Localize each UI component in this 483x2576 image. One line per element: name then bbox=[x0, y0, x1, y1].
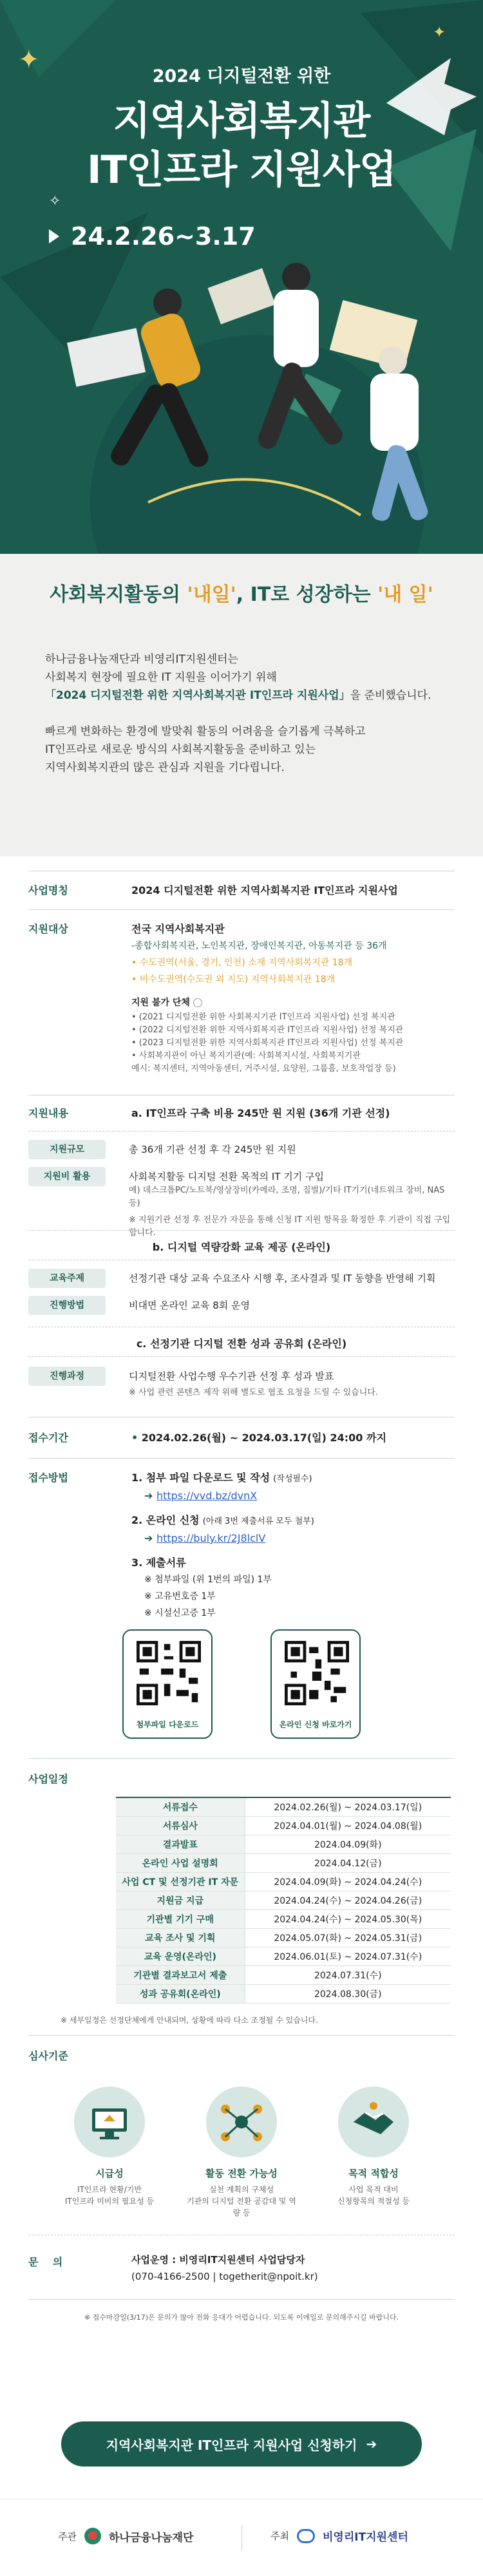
project-value: 2024 디지털전환 위한 지역사회복지관 IT인프라 지원사업 bbox=[131, 884, 398, 896]
intro-line: 을 준비했습니다. bbox=[350, 689, 431, 702]
criteria-title: 목적 적합성 bbox=[348, 2168, 399, 2179]
schedule-note: ※ 세부일정은 선정단체에게 안내되며, 상황에 따라 다소 조정될 수 있습니다. bbox=[61, 2016, 318, 2025]
content-a: a. IT인프라 구축 비용 245만 원 지원 (36개 기관 선정) bbox=[131, 1107, 390, 1119]
info-section bbox=[0, 857, 483, 1938]
step3-item: ※ 시설신고증 1부 bbox=[144, 1608, 216, 1618]
schedule-step: 기관별 기기 구매 bbox=[116, 1909, 245, 1928]
slogan-part2: , IT로 성장하는 bbox=[236, 583, 378, 606]
hero-title bbox=[0, 97, 483, 194]
hana-logo-icon bbox=[84, 2528, 101, 2544]
schedule-row bbox=[116, 1853, 451, 1872]
footer-host-label: 주관 bbox=[58, 2530, 77, 2543]
content-row bbox=[28, 1105, 455, 1124]
slogan-text bbox=[0, 578, 483, 607]
target-title: 전국 지역사회복지관 bbox=[131, 923, 225, 935]
divider bbox=[28, 2035, 455, 2036]
schedule-label: 사업일정 bbox=[28, 1773, 68, 1785]
apply-button-label: 지역사회복지관 IT인프라 지원사업 신청하기 bbox=[106, 2437, 357, 2453]
qr-code-icon bbox=[137, 1641, 201, 1705]
criteria-desc bbox=[184, 2184, 299, 2219]
intro-line: 하나금융나눔재단과 비영리IT지원센터는 bbox=[45, 653, 238, 666]
method-value: 비대면 온라인 교육 8회 운영 bbox=[129, 1300, 251, 1311]
period-value bbox=[131, 1430, 455, 1446]
schedule-row bbox=[116, 1984, 451, 2003]
schedule-step: 서류접수 bbox=[116, 1797, 245, 1816]
target-line: • 비수도권역(수도권 외 지도) 지역사회복지관 18개 bbox=[131, 974, 336, 985]
edu-pill: 교육주제 bbox=[28, 1269, 106, 1288]
schedule-date: 2024.07.31(수) bbox=[245, 1965, 451, 1984]
contact-line: 사업운영 : 비영리IT지원센터 사업담당자 bbox=[131, 2254, 305, 2266]
schedule-row bbox=[116, 1891, 451, 1909]
intro-paragraph-2 bbox=[45, 723, 438, 777]
target-line: • 수도권역(서울, 경기, 인천) 소재 지역사회복지관 18개 bbox=[131, 958, 353, 968]
exclude-title bbox=[131, 994, 455, 1011]
criteria-desc-line: 실천 계획의 구체성 bbox=[209, 2185, 274, 2194]
scale-pill: 지원규모 bbox=[28, 1140, 106, 1159]
schedule-row bbox=[116, 1947, 451, 1965]
criteria-item bbox=[52, 2087, 167, 2207]
criteria-desc-line: IT인프라 현황/기반 bbox=[77, 2185, 142, 2194]
activity-sub: 예) 데스크톱PC/노트북/영상장비(카메라, 조명, 짐벌)/기타 IT기기(네트워크 장비, NAS 등) bbox=[129, 1186, 445, 1208]
target-line: -종합사회복지관, 노인복지관, 장애인복지관, 아동복지관 등 36개 bbox=[131, 941, 387, 951]
divider bbox=[28, 1458, 455, 1459]
divider bbox=[28, 1758, 455, 1759]
schedule-date: 2024.06.01(토) ~ 2024.07.31(수) bbox=[245, 1947, 451, 1965]
step2-title: 2. 온라인 신청 bbox=[131, 1514, 200, 1526]
exclude-line: • (2023 디지털전환 위한 지역사회복지관 IT인프라 지원사업) 선정 복지관 bbox=[131, 1038, 404, 1048]
slogan-highlight-1: '내일' bbox=[187, 583, 236, 606]
contact-note: ※ 접수마감일(3/17)은 문의가 많아 전화 응대가 어렵습니다. 되도록 이메일로 문의해주시길 바랍니다. bbox=[84, 2313, 399, 2322]
intro-line: 빠르게 변화하는 환경에 발맞춰 활동의 어려움을 슬기롭게 극복하고 bbox=[45, 725, 366, 738]
hero-subtitle: 2024 디지털전환 위한 bbox=[152, 66, 331, 86]
intro-line: 지역사회복지관의 많은 관심과 지원을 기다립니다. bbox=[45, 761, 285, 774]
schedule-step: 지원금 지급 bbox=[116, 1891, 245, 1909]
schedule-step: 성과 공유회(온라인) bbox=[116, 1984, 245, 2003]
footer-organizer bbox=[270, 2528, 408, 2544]
scale-value: 총 36개 기관 선정 후 각 245만 원 지원 bbox=[129, 1144, 296, 1155]
arrow-right-icon: ➔ bbox=[144, 1532, 156, 1544]
schedule-step: 기관별 결과보고서 제출 bbox=[116, 1965, 245, 1984]
arrow-right-icon: ➔ bbox=[366, 2436, 377, 2452]
hero-period-text: 24.2.26~3.17 bbox=[71, 222, 256, 251]
footer-organizer-name: 비영리IT지원센터 bbox=[322, 2531, 408, 2544]
criteria-desc bbox=[52, 2184, 167, 2207]
qr-download-caption: 첨부파일 다운로드 bbox=[136, 1720, 199, 1729]
schedule-date: 2024.04.09(화) bbox=[245, 1835, 451, 1853]
project-row bbox=[28, 882, 455, 902]
info-circle-icon bbox=[193, 998, 202, 1007]
target-row bbox=[28, 921, 455, 1088]
schedule-row bbox=[116, 1835, 451, 1853]
contact-email[interactable]: (070-4166-2500 | togetherit@npoit.kr) bbox=[131, 2271, 318, 2282]
schedule-row bbox=[116, 1965, 451, 1984]
qr-code-icon bbox=[285, 1641, 349, 1705]
schedule-row bbox=[116, 1816, 451, 1835]
sparkle-icon: ✦ bbox=[18, 45, 40, 75]
hero-title-line2: IT인프라 지원사업 bbox=[87, 147, 396, 193]
divider bbox=[28, 1356, 455, 1357]
schedule-date: 2024.04.09(화) ~ 2024.04.24(수) bbox=[245, 1872, 451, 1891]
qr-apply-caption: 온라인 신청 바로가기 bbox=[279, 1720, 352, 1729]
schedule-row bbox=[116, 1797, 451, 1816]
share-body bbox=[129, 1368, 455, 1399]
period-label: 접수기간 bbox=[28, 1432, 68, 1444]
intro-program-name: 「2024 디지털전환 위한 지역사회복지관 IT인프라 지원사업」 bbox=[45, 689, 350, 702]
schedule-date: 2024.04.12(금) bbox=[245, 1853, 451, 1872]
apply-method-label: 접수방법 bbox=[28, 1472, 68, 1484]
criteria-desc-line: 사업 목적 대비 bbox=[348, 2185, 399, 2194]
play-triangle-icon bbox=[49, 229, 59, 243]
content-c: c. 선정기관 디지털 전환 성과 공유회 (온라인) bbox=[136, 1338, 347, 1350]
step2-link[interactable]: https://buly.kr/2J8lclV bbox=[156, 1532, 266, 1544]
schedule-row bbox=[116, 1872, 451, 1891]
network-icon bbox=[206, 2087, 277, 2157]
exclude-line: • 사회복지관이 아닌 복지기관(예: 사회복지시설, 사회복지기관 bbox=[131, 1051, 361, 1061]
exclude-line: 예시: 복지센터, 지역아동센터, 거주시설, 요양원, 그룹홈, 보호작업장 등) bbox=[131, 1064, 396, 1074]
arrow-right-icon: ➔ bbox=[144, 1490, 156, 1502]
period-value-text: 2024.02.26(월) ~ 2024.03.17(일) 24:00 까지 bbox=[141, 1432, 386, 1444]
schedule-date: 2024.02.26(월) ~ 2024.03.17(일) bbox=[245, 1797, 451, 1816]
divider bbox=[28, 909, 455, 910]
hero-banner bbox=[0, 0, 483, 554]
intro-paragraph-1 bbox=[45, 650, 438, 705]
content-b: b. 디지털 역량강화 교육 제공 (온라인) bbox=[152, 1241, 331, 1253]
schedule-date: 2024.04.24(수) ~ 2024.05.30(목) bbox=[245, 1909, 451, 1928]
footer-organizer-label: 주최 bbox=[270, 2530, 289, 2542]
apply-method-row bbox=[28, 1470, 455, 1804]
schedule-table bbox=[116, 1797, 451, 2003]
step3-item: ※ 첨부파일 (위 1번의 파일) 1부 bbox=[144, 1575, 272, 1585]
criteria-title: 활동 전환 가능성 bbox=[205, 2168, 278, 2179]
apply-button[interactable] bbox=[61, 2421, 422, 2467]
step1-note: (작성필수) bbox=[273, 1474, 312, 1484]
apply-method-body bbox=[131, 1470, 455, 1622]
qr-card-download[interactable] bbox=[122, 1629, 213, 1739]
content-label: 지원내용 bbox=[28, 1107, 68, 1119]
criteria-desc-line: 기관의 디지털 전환 공감대 및 역량 등 bbox=[187, 2197, 296, 2217]
step1-link[interactable]: https://vvd.bz/dvnX bbox=[156, 1490, 258, 1502]
activity-note: ※ 지원기관 선정 후 전문가 자문을 통해 신청 IT 지원 항목을 확정한 후 기관이 직접 구입합니다. bbox=[129, 1215, 451, 1238]
footer bbox=[0, 2499, 483, 2576]
method-pill: 진행방법 bbox=[28, 1296, 106, 1315]
schedule-row bbox=[116, 1909, 451, 1928]
schedule-step: 교육 조사 및 기획 bbox=[116, 1928, 245, 1947]
schedule-step: 사업 CT 및 선정기관 IT 자문 bbox=[116, 1872, 245, 1891]
intro-line: IT인프라로 새로운 방식의 사회복지활동을 준비하고 있는 bbox=[45, 743, 316, 756]
sparkle-icon: ✦ bbox=[433, 23, 446, 41]
qr-card-apply[interactable] bbox=[270, 1629, 361, 1739]
project-label: 사업명칭 bbox=[28, 884, 68, 896]
divider bbox=[28, 1131, 455, 1132]
schedule-date: 2024.08.30(금) bbox=[245, 1984, 451, 2003]
criteria-label: 심사기준 bbox=[28, 2050, 68, 2062]
activity-body bbox=[129, 1169, 455, 1240]
schedule-date: 2024.04.24(수) ~ 2024.04.26(금) bbox=[245, 1891, 451, 1909]
activity-value: 사회복지활동 디지털 전환 목적의 IT 기기 구입 bbox=[129, 1171, 325, 1182]
share-value: 디지털전환 사업수행 우수기관 선정 후 성과 발표 bbox=[129, 1370, 334, 1382]
share-note: ※ 사업 관련 콘텐츠 제작 위해 별도로 협조 요청을 드릴 수 있습니다. bbox=[129, 1388, 378, 1397]
target-label: 지원대상 bbox=[28, 923, 68, 935]
period-row bbox=[28, 1430, 455, 1449]
share-pill: 진행과정 bbox=[28, 1367, 106, 1386]
divider bbox=[28, 1230, 455, 1231]
bullet-icon: • bbox=[131, 1432, 142, 1444]
schedule-date: 2024.05.07(화) ~ 2024.05.31(금) bbox=[245, 1928, 451, 1947]
exclude-line: • (2022 디지털전환 위한 지역사회복지관 IT인프라 지원사업) 선정 복지관 bbox=[131, 1025, 404, 1035]
schedule-step: 교육 운영(온라인) bbox=[116, 1947, 245, 1965]
criteria-item bbox=[316, 2087, 431, 2207]
slogan-highlight-2: '내 일' bbox=[377, 583, 433, 606]
schedule-step: 서류심사 bbox=[116, 1816, 245, 1835]
step2-note: (아래 3번 제출서류 모두 첨부) bbox=[202, 1517, 314, 1526]
divider bbox=[28, 2299, 455, 2300]
exclude-title-text: 지원 불가 단체 bbox=[131, 998, 190, 1008]
hero-title-line1: 지역사회복지관 bbox=[113, 99, 370, 144]
criteria-desc bbox=[316, 2184, 431, 2207]
schedule-row bbox=[116, 1928, 451, 1947]
criteria-title: 시급성 bbox=[95, 2168, 124, 2179]
exclude-line: • (2021 디지털전환 위한 사회복지기관 IT인프라 지원사업) 선정 복지관 bbox=[131, 1012, 395, 1022]
target-body bbox=[131, 921, 455, 1075]
criteria-desc-line: 신청항목의 적절성 등 bbox=[337, 2197, 410, 2206]
intro-section bbox=[0, 644, 483, 857]
activity-pill: 지원비 활용 bbox=[28, 1167, 106, 1186]
hero-period bbox=[49, 222, 256, 251]
schedule-step: 결과발표 bbox=[116, 1835, 245, 1853]
step3-title: 3. 제출서류 bbox=[131, 1557, 186, 1569]
footer-host bbox=[58, 2528, 193, 2544]
criteria-desc-line: IT인프라 미비의 필요성 등 bbox=[64, 2197, 155, 2206]
schedule-date: 2024.04.01(월) ~ 2024.04.08(월) bbox=[245, 1816, 451, 1835]
intro-line: 사회복지 현장에 필요한 IT 지원을 이어가기 위해 bbox=[45, 671, 277, 684]
npoit-logo-icon bbox=[297, 2529, 315, 2543]
handshake-icon bbox=[338, 2087, 409, 2157]
step1-title: 1. 첨부 파일 다운로드 및 작성 bbox=[131, 1472, 270, 1484]
slogan-part1: 사회복지활동의 bbox=[50, 583, 187, 606]
contact-label: 문 의 bbox=[28, 2256, 63, 2268]
contact-body bbox=[131, 2251, 318, 2285]
criteria-item bbox=[184, 2087, 299, 2219]
step3-item: ※ 고유번호증 1부 bbox=[144, 1591, 216, 1602]
sparkle-icon: ✧ bbox=[49, 193, 61, 209]
monitor-icon bbox=[74, 2087, 145, 2157]
schedule-step: 온라인 사업 설명회 bbox=[116, 1853, 245, 1872]
edu-value: 선정기관 대상 교육 수요조사 시행 후, 조사결과 및 IT 동향을 반영해 기획 bbox=[129, 1273, 436, 1284]
footer-host-name: 하나금융나눔재단 bbox=[108, 2531, 194, 2544]
